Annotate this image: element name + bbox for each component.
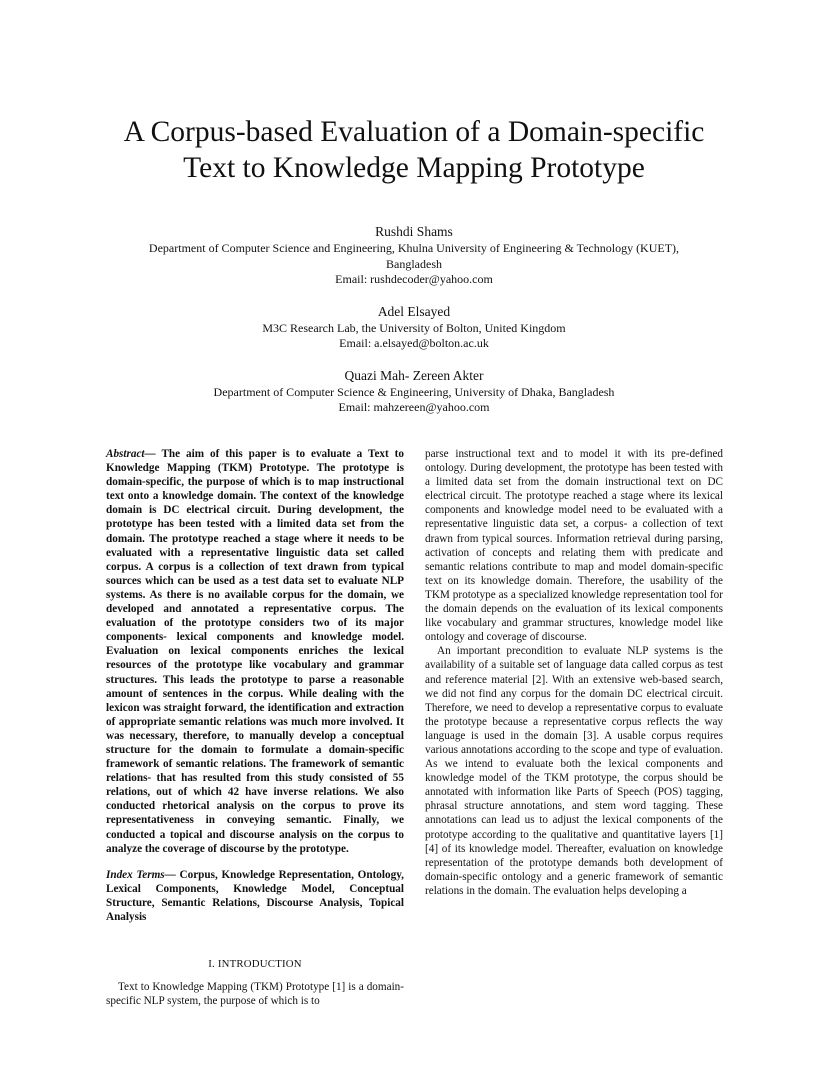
author-affiliation: Department of Computer Science & Engineering, University of Dhaka, Bangladesh	[213, 384, 615, 399]
author-affiliation-country: Bangladesh	[386, 256, 442, 271]
left-column	[106, 447, 404, 1008]
author-email: Email: rushdecoder@yahoo.com	[335, 272, 493, 286]
abstract-label: Abstract—	[106, 448, 156, 460]
author-email: Email: a.elsayed@bolton.ac.uk	[339, 336, 489, 350]
author-block	[90, 222, 738, 430]
intro-paragraph-2: An important precondition to evaluate NLP systems is the availability of a suitable set of language data called corpus as test and reference material [2]. With an extensive web-based search, we did not find any corpus for the domain DC electrical circuit. Therefore, we need to develop a representative corpus to evaluate the prototype because a representative corpus reflects the way language is used in the domain [3]. A usable corpus requires various annotations according to the scope and type of evaluation. As we intend to evaluate both the lexical components and knowledge model of the TKM prototype, the corpus should be annotated with information like Parts of Speech (POS) tagging, phrasal structure annotations, and stem word tagging. These annotations can lead us to adjust the lexical components of the prototype according to the qualitative and quantitative layers [1] [4] of its knowledge model. Thereafter, evaluation on knowledge representation of the prototype demands both development of domain-specific ontology and a generic framework of semantic relations in the domain. The evaluation helps developing a	[425, 645, 723, 897]
section-heading-introduction: I. INTRODUCTION	[208, 958, 302, 971]
author-affiliation: M3C Research Lab, the University of Bolton, United Kingdom	[262, 320, 566, 335]
paper-title	[60, 114, 768, 186]
right-column	[425, 447, 723, 898]
title-line-1: A Corpus-based Evaluation of a Domain-specific	[123, 116, 705, 148]
abstract-text: The aim of this paper is to evaluate a Text to Knowledge Mapping (TKM) Prototype. The prototype is domain-specific, the purpose of which is to map instructional text onto a knowledge domain. The context of the knowledge domain is DC electrical circuit. During development, the prototype has been tested with a limited data set from the domain. The prototype reached a stage where it needs to be evaluated with a representative linguistic data set called corpus. A corpus is a collection of text drawn from typical sources which can be used as a test data set to evaluate NLP systems. As there is no available corpus for the domain, we developed and annotated a representative corpus. The evaluation of the prototype considers two of its major components- lexical components and knowledge model. Evaluation on lexical components enriches the lexical resources of the prototype like vocabulary and grammar structures. This leads the prototype to parse a reasonable amount of sentences in the corpus. While dealing with the lexicon was straight forward, the identification and extraction of appropriate semantic relations was much more involved. It was necessary, therefore, to manually develop a conceptual structure for the domain to formulate a domain-specific framework of semantic relations. The framework of semantic relations- that has resulted from this study consisted of 55 relations, out of which 42 have inverse relations. We also conducted rhetorical analysis on the corpus to prove its representativeness in conveying semantic. Finally, we conducted a topical and discourse analysis on the corpus to analyze the coverage of discourse by the prototype.	[106, 448, 404, 855]
author-1	[90, 222, 738, 288]
abstract	[106, 447, 404, 856]
index-terms-label: Index Terms—	[106, 868, 176, 881]
author-3	[90, 366, 738, 416]
intro-paragraph-1-continued: parse instructional text and to model it with its pre-defined ontology. During development, the prototype has been tested with a limited data set from the domain instructional text on DC electrical circuit. The prototype reached a stage where its lexical components and knowledge model need to be evaluated with a representative linguistic data set, a corpus- a collection of text drawn from typical sources. Information retrieval during parsing, activation of concepts and relating them with predicate and semantic relations contribute to map and model domain-specific text on its knowledge domain. Therefore, the usability of the TKM prototype as a specialized knowledge representation tool for the domain depends on the evaluation of its lexical components like vocabulary and grammar structures, knowledge model like ontology and coverage of discourse.	[425, 448, 723, 644]
author-name: Rushdi Shams	[375, 224, 453, 239]
author-2	[90, 302, 738, 352]
intro-paragraph-1-start: Text to Knowledge Mapping (TKM) Prototype [1] is a domain-specific NLP system, the purpose of which is to	[106, 981, 404, 1008]
author-name: Quazi Mah- Zereen Akter	[344, 367, 484, 383]
title-line-2: Text to Knowledge Mapping Prototype	[183, 152, 645, 184]
author-name: Adel Elsayed	[377, 303, 451, 319]
author-affiliation: Department of Computer Science and Engineering, Khulna University of Engineering & Technology (KUET),	[148, 241, 680, 255]
author-email: Email: mahzereen@yahoo.com	[338, 400, 490, 414]
index-terms	[106, 868, 404, 924]
index-terms-text: Corpus, Knowledge Representation, Ontology, Lexical Components, Knowledge Model, Conceptual Structure, Semantic Relations, Discourse Analysis, Topical Analysis	[106, 868, 404, 923]
